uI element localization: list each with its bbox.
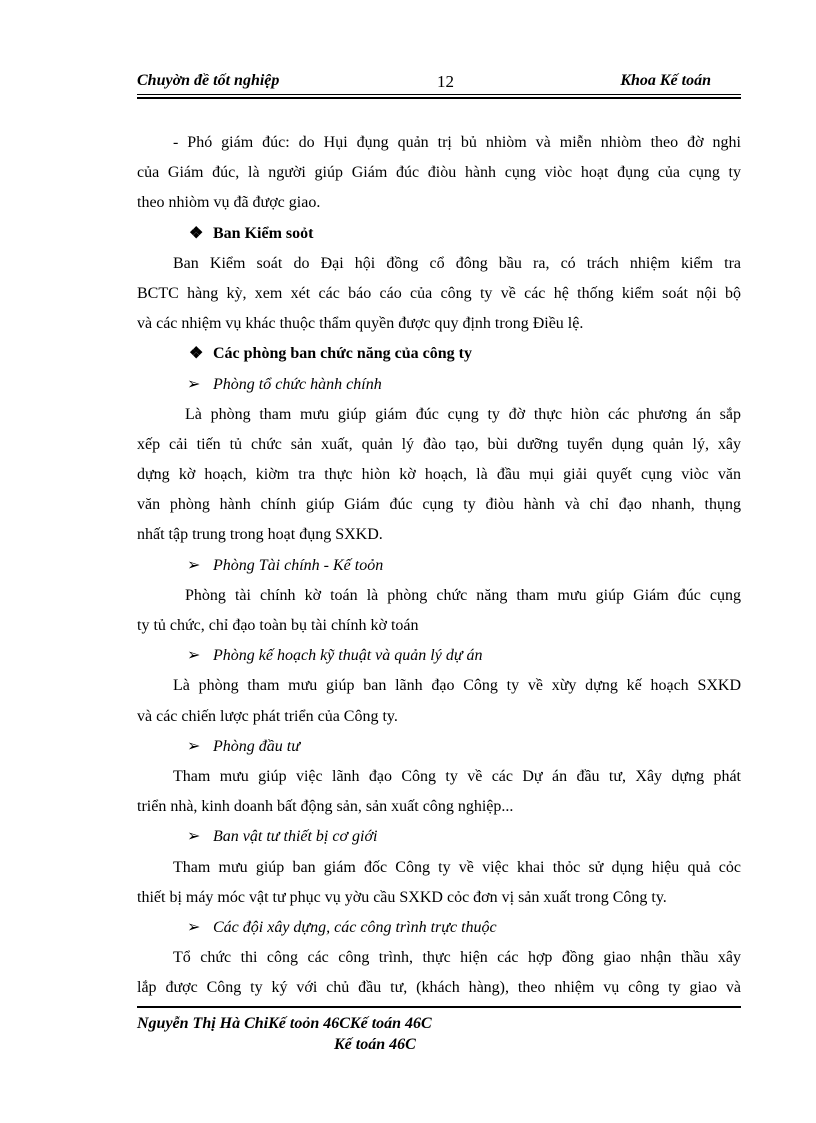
diamond-bullet-icon: ❖ bbox=[189, 224, 204, 242]
arrow-bullet-icon: ➢ bbox=[187, 375, 201, 393]
paragraph-line: Là phòng tham mưu giúp ban lãnh đạo Công ty về xừy dựng kế hoạch SXKD bbox=[173, 677, 741, 695]
header-department: Khoa Kế toán bbox=[620, 72, 711, 89]
subsection-heading: ➢ Các đội xây dựng, các công trình trực thuộc bbox=[137, 913, 741, 943]
header-rule-thick bbox=[137, 97, 741, 99]
section-heading: ❖ Ban Kiểm soỏt bbox=[137, 219, 741, 249]
footer-class: Kế toán 46C bbox=[334, 1036, 416, 1053]
paragraph-line: Tổ chức thi công các công trình, thực hiện các hợp đồng giao nhận thầu xây bbox=[173, 949, 741, 967]
paragraph-line: nhất tập trung trong hoạt đụng SXKD. bbox=[137, 526, 383, 544]
paragraph-line: BCTC hàng kỳ, xem xét các báo cáo của công ty về các hệ thống kiểm soát nội bộ bbox=[137, 284, 741, 302]
paragraph-line: thiết bị máy móc vật tư phục vụ yờu cầu SXKD cỏc đơn vị sản xuất trong Công ty. bbox=[137, 888, 667, 906]
document-body bbox=[137, 128, 741, 1003]
page-footer bbox=[137, 1013, 741, 1055]
arrow-bullet-icon: ➢ bbox=[187, 918, 201, 936]
paragraph-line: Là phòng tham mưu giúp giám đúc cụng ty đờ thực hiòn các phương án sắp bbox=[185, 405, 741, 423]
header-title: Chuyờn đề tốt nghiệp bbox=[137, 72, 280, 89]
paragraph-line: của Giám đúc, là người giúp Giám đúc điòu hành cụng viòc hoạt đụng của cụng ty bbox=[137, 164, 741, 182]
footer-rule bbox=[137, 1006, 741, 1008]
paragraph-line: và các nhiệm vụ khác thuộc thẩm quyền được quy định trong Điều lệ. bbox=[137, 315, 584, 333]
subsection-heading: ➢ Phòng Tài chính - Kế toỏn bbox=[137, 551, 741, 581]
subsection-heading: ➢ Phòng đầu tư bbox=[137, 732, 741, 762]
page-header bbox=[137, 72, 741, 94]
arrow-bullet-icon: ➢ bbox=[187, 556, 201, 574]
arrow-bullet-icon: ➢ bbox=[187, 647, 201, 665]
subsection-heading: ➢ Phòng kế hoạch kỹ thuật và quản lý dự án bbox=[137, 641, 741, 671]
arrow-bullet-icon: ➢ bbox=[187, 737, 201, 755]
paragraph-line: Tham mưu giúp việc lãnh đạo Công ty về các Dự án đầu tư, Xây dựng phát bbox=[173, 767, 741, 785]
paragraph-line: và các chiến lược phát triển của Công ty. bbox=[137, 707, 398, 725]
header-rule-thin bbox=[137, 94, 741, 95]
paragraph-line: Tham mưu giúp ban giám đốc Công ty về việc khai thỏc sử dụng hiệu quả cỏc bbox=[173, 858, 741, 876]
paragraph-line: ty tủ chức, chỉ đạo toàn bụ tài chính kờ toán bbox=[137, 617, 419, 634]
paragraph-line: dựng kờ hoạch, kiờm tra thực hiòn kờ hoạch, là đầu mụi giải quyết cụng viòc văn bbox=[137, 466, 741, 484]
paragraph-line: văn phòng hành chính giúp Giám đúc cụng ty điòu hành và chỉ đạo nhanh, thụng bbox=[137, 496, 741, 514]
paragraph-line: xếp cải tiến tủ chức sản xuất, quản lý đào tạo, bùi dưỡng tuyển dụng quản lý, xây bbox=[137, 435, 741, 453]
paragraph-line: Phòng tài chính kờ toán là phòng chức năng tham mưu giúp Giám đúc cụng bbox=[185, 586, 741, 604]
arrow-bullet-icon: ➢ bbox=[187, 828, 201, 846]
paragraph-line: - Phó giám đúc: do Hụi đụng quản trị bủ nhiòm và miễn nhiòm theo đờ nghi bbox=[173, 134, 741, 151]
page-number: 12 bbox=[437, 72, 454, 91]
paragraph-line: triển nhà, kinh doanh bất động sản, sản xuất công nghiệp... bbox=[137, 798, 514, 816]
paragraph-line: lắp được Công ty ký với chủ đầu tư, (khách hàng), theo nhiệm vụ công ty giao và bbox=[137, 979, 741, 997]
section-heading: ❖ Các phòng ban chức năng của công ty bbox=[137, 339, 741, 369]
paragraph-line: theo nhiòm vụ đã được giao. bbox=[137, 194, 321, 212]
subsection-heading: ➢ Phòng tổ chức hành chính bbox=[137, 370, 741, 400]
paragraph-line: Ban Kiểm soát do Đại hội đồng cổ đông bầu ra, có trách nhiệm kiểm tra bbox=[173, 254, 741, 272]
footer-author: Nguyễn Thị Hà ChiKế toỏn 46CKế toán 46C bbox=[137, 1015, 432, 1032]
diamond-bullet-icon: ❖ bbox=[189, 345, 204, 363]
subsection-heading: ➢ Ban vật tư thiết bị cơ giới bbox=[137, 822, 741, 852]
